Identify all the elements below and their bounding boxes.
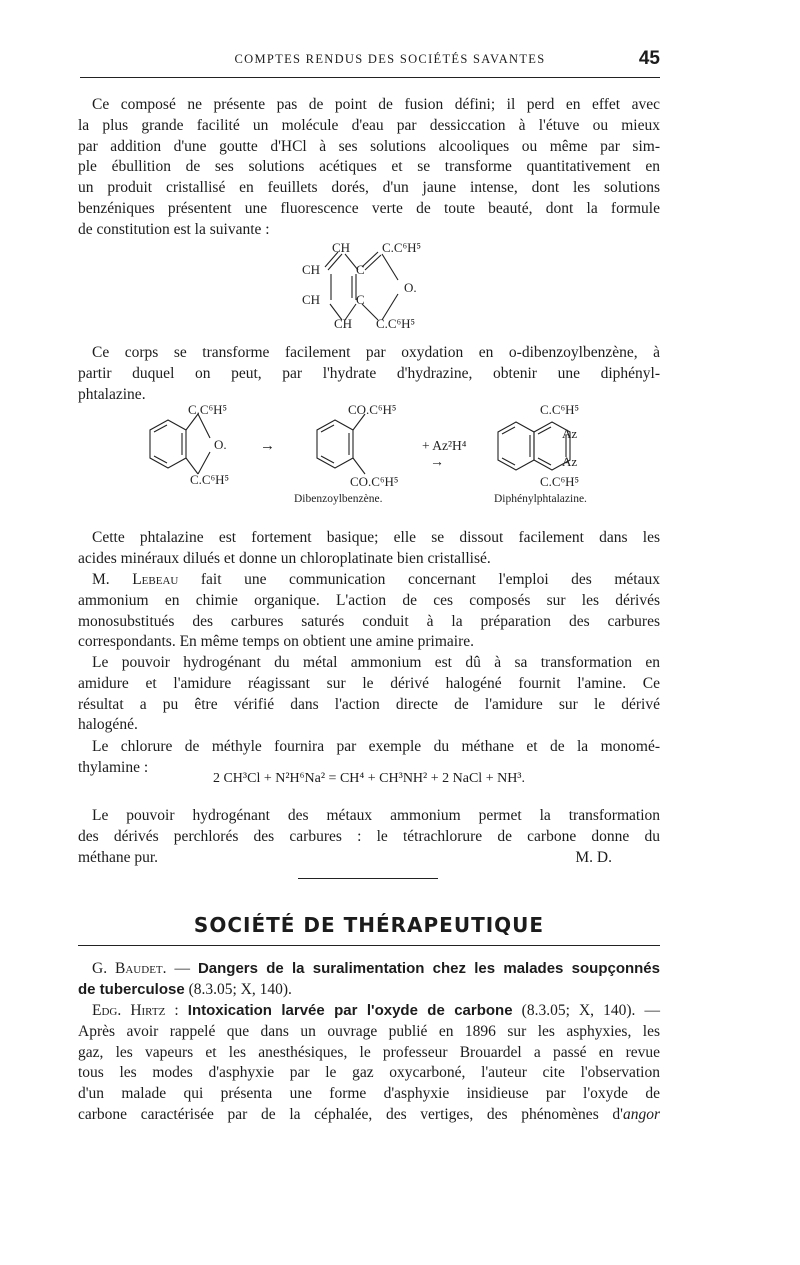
formula-atom: C.C⁶H⁵ [540,402,580,417]
text-line: Ce corps se transforme facilement par oxydation en o-dibenzoylbenzène, à [92,344,660,361]
text-line: M. Lebeau fait une communication concernant l'emploi des métaux [92,571,660,588]
formula-atom: CH [334,316,353,331]
formula-atom: C.C⁶H⁵ [540,474,580,489]
header-rule [80,77,660,78]
formula-atom: CH [302,292,321,307]
paragraph-compound-description [78,95,660,241]
text-line: par addition d'une goutte d'HCl à ses solutions alcooliques ou même par sim- [78,137,660,155]
section-divider [298,878,438,879]
entry-title: de tuberculose [78,980,185,998]
formula-atom: C.C⁶H⁵ [376,316,416,331]
text-line: Le pouvoir hydrogénant des métaux ammonium permet la transformation [92,807,660,824]
text-line: Le pouvoir hydrogénant du métal ammonium est dû à sa transformation en [92,654,660,671]
text-line: halogéné. [78,716,138,734]
formula-atom: CO.C⁶H⁵ [350,474,399,489]
text-line: partir duquel on peut, par l'hydrate d'hydrazine, obtenir une diphényl- [78,364,660,382]
author-name: Lebeau [132,571,179,588]
paragraph-phtalazine [78,528,660,570]
text-line: d'un malade qui présenta une forme d'asphyxie insidieuse par l'oxyde de [78,1085,660,1103]
text-line: méthane pur. M. D. [78,848,660,869]
signature: M. D. [575,848,612,866]
text-line: acides minéraux dilués et donne un chloroplatinate bien cristallisé. [78,549,491,567]
text-line: phtalazine. [78,385,146,403]
formula-atom: CH [302,262,321,277]
text-line: gaz, les vapeurs et les anesthésiques, le professeur Brouardel a passé en revue [78,1043,660,1061]
formula-atom: Az [562,454,578,469]
author-name: G. Baudet. [92,960,167,977]
page-number: 45 [638,48,660,69]
text-line: benzéniques présentent une fluorescence verte de toute beauté, dont la formule [78,199,660,217]
text-line: carbone caractérisée par de la céphalée, des vertiges, des phénomènes d'angor [78,1105,660,1123]
formula-atom: C.C⁶H⁵ [188,402,228,417]
text-line: G. Baudet. — Dangers de la suralimentation chez les malades soupçonnés [92,960,660,977]
reagent-label: + Az²H⁴ [422,438,467,453]
text-line: monosubstitués des carbures saturés conduit à la préparation des carbures [78,612,660,630]
text-line: Edg. Hirtz : Intoxication larvée par l'oxyde de carbone (8.3.05; X, 140). — [92,1002,661,1019]
reaction-arrow: → [260,438,275,454]
running-title: COMPTES RENDUS DES SOCIÉTÉS SAVANTES [234,52,546,66]
chemical-equation: 2 CH³Cl + N²H⁶Na² = CH⁴ + CH³NH² + 2 NaCl + NH³. [212,771,526,786]
entry-reference: (8.3.05; X, 140). [184,980,292,998]
entry-title: Intoxication larvée par l'oxyde de carbone [187,1002,513,1019]
reaction-scheme [138,400,608,516]
paragraph-hydrogenating-power [78,653,660,736]
text-line [78,980,660,1001]
paragraph-lebeau [78,570,660,653]
text-line: résultat a pu être vérifié dans l'action directe de l'amidure sur le dérivé [78,695,660,713]
section-title: SOCIÉTÉ DE THÉRAPEUTIQUE [193,913,545,937]
structural-formula-1 [290,240,460,339]
paragraph-perchlorinated [78,806,660,868]
formula-atom: O. [214,437,227,452]
entry-reference: (8.3.05; X, 140). — [512,1002,661,1019]
formula-atom: C.C⁶H⁵ [190,472,230,487]
text-line: la plus grande facilité un molécule d'eau par dessiccation à l'étuve ou mieux [78,116,660,134]
running-header [80,48,660,74]
entry-baudet [78,959,660,1001]
reaction-arrow: → [430,455,444,470]
formula-atom: O. [404,280,417,295]
text-line: Cette phtalazine est fortement basique; elle se dissout facilement dans les [92,529,660,546]
text-line: ammonium en chimie organique. L'action de ces composés sur les dérivés [78,591,660,609]
text-line: un produit cristallisé en feuillets dorés, d'un jaune intense, dont les solutions [78,179,660,197]
text-line: Le chlorure de méthyle fournira par exemple du méthane et de la monomé- [92,738,660,755]
paragraph-oxidation [78,343,660,405]
text-line: thylamine : [78,758,149,776]
compound-caption: Diphénylphtalazine. [494,493,587,505]
formula-atom: C [356,262,365,277]
text-line: ple ébullition de ses solutions acétiques et se transforme quantitativement en [78,158,660,176]
text-line: Ce composé ne présente pas de point de fusion défini; il perd en effet avec [92,96,660,113]
author-name: Edg. Hirtz [92,1002,166,1019]
formula-atom: C.C⁶H⁵ [382,240,422,255]
text-line: de constitution est la suivante : [78,220,270,238]
entry-title: Dangers de la suralimentation chez les malades soupçonnés [197,960,660,977]
formula-atom: CO.C⁶H⁵ [348,402,397,417]
text-line: amidure et l'amidure réagissant sur le dérivé halogéné fournit l'amine. Ce [78,674,660,692]
formula-atom: Az [562,426,578,441]
text-line: Après avoir rappelé que dans un ouvrage publié en 1896 sur les asphyxies, les [78,1022,660,1040]
formula-atom: CH [332,240,351,255]
text-line: correspondants. En même temps on obtient une amine primaire. [78,633,474,651]
compound-caption: Dibenzoylbenzène. [294,493,383,505]
text-line: tous les modes d'asphyxie par le gaz oxycarboné, l'auteur cite l'observation [78,1064,660,1082]
text-line: des dérivés perchlorés des carbures : le tétrachlorure de carbone donne du [78,827,660,845]
entry-hirtz [78,1001,660,1126]
section-rule [78,945,660,946]
formula-atom: C [356,292,365,307]
